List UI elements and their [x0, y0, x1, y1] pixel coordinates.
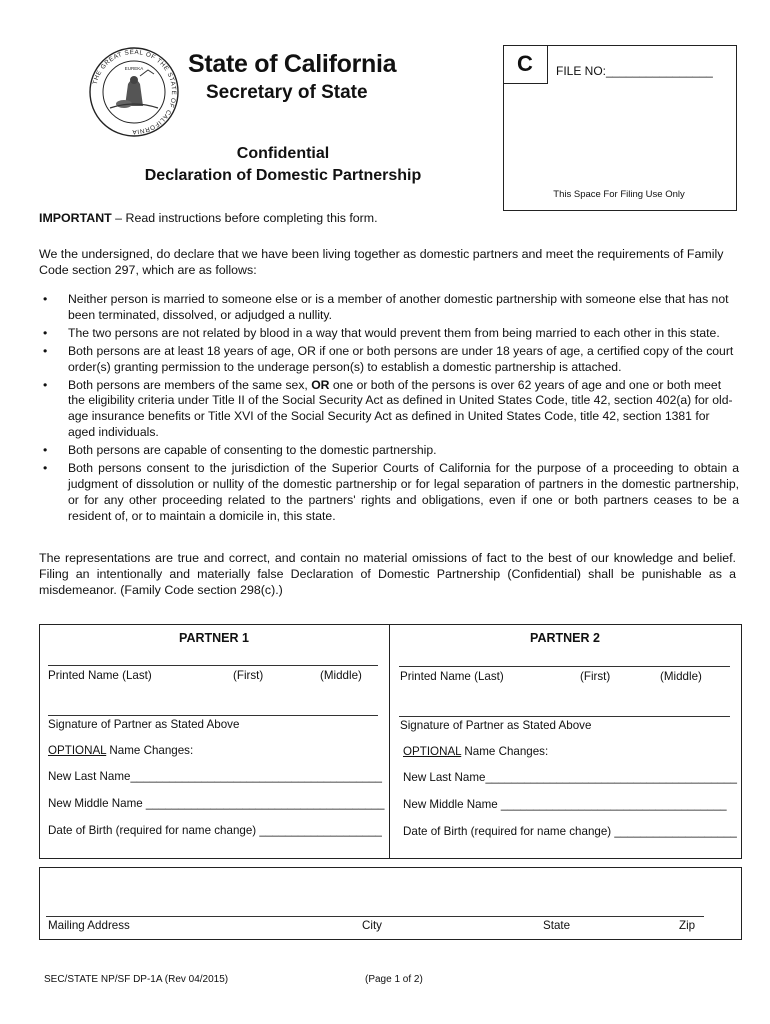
partner-1-last-name-label: Printed Name (Last) [48, 669, 152, 682]
requirements-list [39, 292, 739, 527]
partner-2-heading: PARTNER 2 [530, 631, 600, 645]
form-id: SEC/STATE NP/SF DP-1A (Rev 04/2015) [44, 974, 229, 985]
important-label: IMPORTANT [39, 211, 112, 225]
zip-label: Zip [679, 919, 696, 932]
partner-1-dob-field[interactable]: Date of Birth (required for name change) ___________________ [48, 824, 382, 837]
intro-paragraph: We the undersigned, do declare that we have been living together as domestic partners and meet the requirements of Family Code section 297, which are as follows: [39, 247, 724, 278]
partner-1-new-middle-name-field[interactable]: New Middle Name _____________________________________ [48, 797, 385, 810]
partner-1-name-line[interactable] [48, 665, 378, 666]
important-text: – Read instructions before completing this form. [111, 211, 378, 225]
filing-use-note: This Space For Filing Use Only [553, 189, 685, 200]
form-title-line-1: Confidential [236, 145, 330, 162]
partner-2-name-line[interactable] [399, 666, 730, 667]
partner-2-optional-label: OPTIONAL Name Changes: [403, 745, 549, 758]
partner-1-new-last-name-field[interactable]: New Last Name_______________________________________ [48, 770, 382, 783]
partner-2-signature-line[interactable] [399, 716, 730, 717]
partner-2-middle-name-label: (Middle) [660, 670, 702, 683]
state-label: State [543, 919, 571, 932]
important-notice [39, 210, 378, 226]
partner-2-last-name-label: Printed Name (Last) [400, 670, 504, 683]
svg-text:THE GREAT SEAL OF THE STATE OF: THE GREAT SEAL OF THE STATE OF CALIFORNIA [91, 48, 178, 136]
california-state-seal [88, 46, 180, 138]
list-item: • Neither person is married to someone else or is a member of another domestic partnership with someone else that has not been terminated, dissolved, or adjudged a nullity. [43, 292, 729, 322]
partner-1-first-name-label: (First) [233, 669, 264, 682]
partner-2-first-name-label: (First) [580, 670, 611, 683]
page-number: (Page 1 of 2) [365, 974, 423, 985]
list-item: • Both persons consent to the jurisdiction of the Superior Courts of California for the purpose of a proceeding to obtain a judgment of dissolution or nullity of the domestic partnership or for legal separation of partners in the domestic partnership, or for any other proceeding related to the partners' rights and obligations, even if one or both partners ceases to be a resident of, or to maintain a domicile in, this state. [43, 461, 739, 523]
partner-divider [389, 624, 390, 858]
file-number-field[interactable]: FILE NO:________________ [556, 64, 713, 78]
partner-2-signature-label: Signature of Partner as Stated Above [400, 719, 592, 732]
representation-paragraph: The representations are true and correct, and contain no material omissions of fact to the best of our knowledge and belief. Filing an intentionally and materially false Declaration of Domestic Partnership (Confidential) shall be punishable as a misdemeanor. (Family Code section 298(c).) [39, 551, 736, 598]
list-item: • Both persons are members of the same sex, OR one or both of the persons is over 62 years of age and one or both meet the eligibility criteria under Title II of the Social Security Act as defined in United States Code, title 42, section 402(a) for old-age insurance benefits or Title XVI of the Social Security Act as defined in United States Code, title 42, section 1381 for aged individuals. [43, 377, 733, 440]
partner-1-signature-label: Signature of Partner as Stated Above [48, 718, 240, 731]
page-title: State of California [188, 50, 397, 78]
partner-1-optional-label: OPTIONAL Name Changes: [48, 744, 194, 757]
svg-text:EUREKA: EUREKA [124, 66, 144, 71]
list-item: • Both persons are capable of consenting to the domestic partnership. [43, 443, 437, 458]
partner-1-middle-name-label: (Middle) [320, 669, 362, 682]
partner-1-heading: PARTNER 1 [179, 631, 249, 645]
partner-2-new-middle-name-field[interactable]: New Middle Name ___________________________________ [403, 798, 727, 811]
address-line[interactable] [46, 916, 704, 917]
address-box [39, 867, 742, 940]
form-title-line-2: Declaration of Domestic Partnership [144, 167, 422, 184]
list-item: • The two persons are not related by blood in a way that would prevent them from being married to each other in this state. [43, 325, 720, 340]
partner-2-dob-field[interactable]: Date of Birth (required for name change) ___________________ [403, 825, 737, 838]
partner-1-signature-line[interactable] [48, 715, 378, 716]
mailing-address-label: Mailing Address [48, 919, 130, 932]
partner-2-new-last-name-field[interactable]: New Last Name_______________________________________ [403, 771, 737, 784]
city-label: City [362, 919, 382, 932]
form-letter-box: C [503, 45, 548, 84]
page-subtitle: Secretary of State [206, 82, 368, 103]
list-item: • Both persons are at least 18 years of age, OR if one or both persons are under 18 years of age, a certified copy of the court order(s) granting permission to the underage person(s) to establish a domestic partnership is attached. [43, 343, 734, 374]
